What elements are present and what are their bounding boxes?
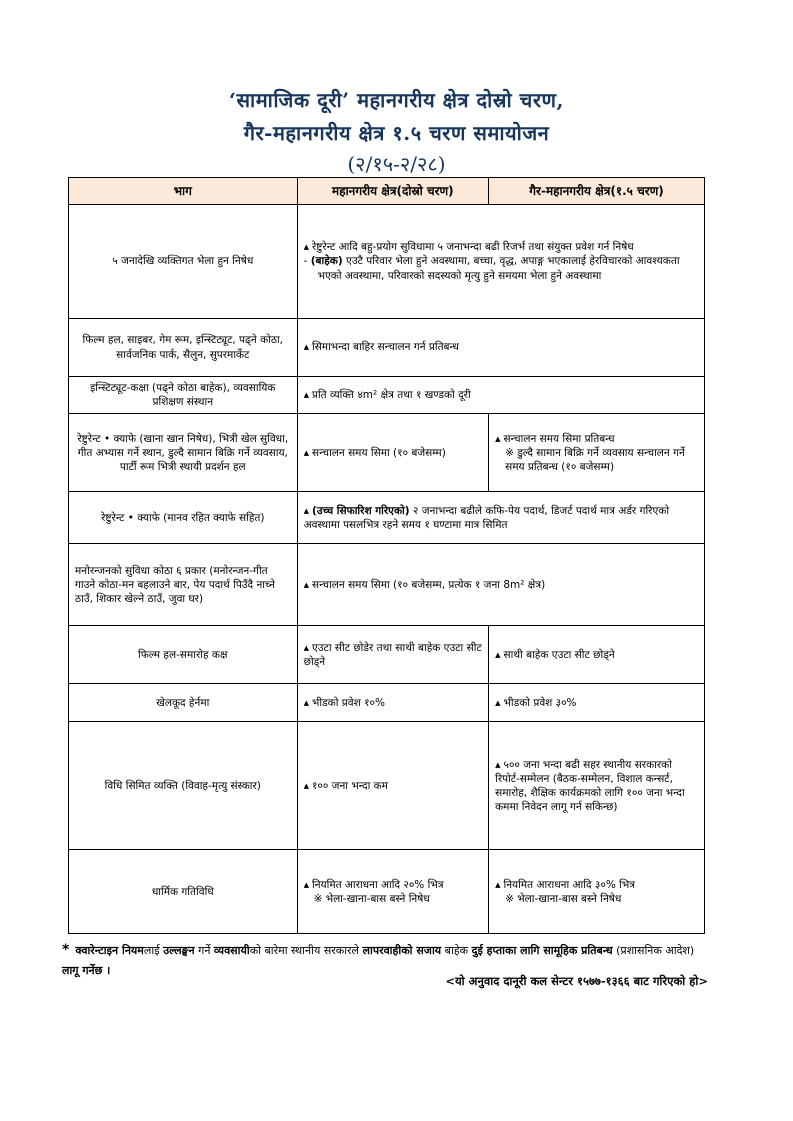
row-metro-cell [297,626,489,684]
row-part: फिल्म हल-समारोह कक्ष [69,626,298,684]
row-merged-cell [297,544,704,626]
table-row [69,850,705,934]
rule-text: ▲ प्रति व्यक्ति ४m² क्षेत्र तथा १ खण्डको दूरी [304,388,698,402]
fn-enforce: लागू गर्नेछ । [62,963,111,977]
nonmetro-note: ※ भेला-खाना-बास बस्ने निषेध [505,892,622,905]
title-date-range: (२/१५-२/२८) [347,152,446,176]
footnote-star: * [62,942,70,958]
row-part: धार्मिक गतिविधि [69,850,298,934]
table-row [69,377,705,414]
recommend-text: २ जनाभन्दा बढीले कफि-पेय पदार्थ, डिजर्ट पदार्थ मात्र अर्डर गरिएको अवस्थामा पसलभित्र रहने समय १ घण्टामा मात्र सिमित [303,504,670,531]
fn-text: लाई [143,944,164,957]
table-row [69,544,705,626]
table-row [69,722,705,850]
translation-credit: <यो अनुवाद दानूरी कल सेन्टर १५७७-१३६६ बाट गरिएको हो> [445,974,708,988]
row-part: रेष्टुरेन्ट • क्याफे (खाना खान निषेध), भित्री खेल सुविधा, गीत अभ्यास गर्ने स्थान, डुल्दै सामान बिक्रि गर्ने व्यवसाय, पार्टी रूम भित्री स्थायी प्रदर्शन हल [69,414,298,492]
rule-text: ▲ सन्चालन समय सिमा (१० बजेसम्म, प्रत्येक १ जना 8m² क्षेत्र) [304,578,698,592]
fn-text: बाहेक [441,944,472,957]
fn-text: (प्रशासनिक आदेश) [612,944,695,957]
table-header-row [69,178,705,205]
fn-penalty: लापरवाहीको सजाय [362,944,442,957]
row-part: ५ जनादेखि व्यक्तिगत भेला हुन निषेध [69,205,298,319]
nonmetro-rule: ▲ नियमित आराधना आदि ३०% भित्र [495,878,698,892]
rule-text: ▲ सिमाभन्दा बाहिर सन्चालन गर्न प्रतिबन्ध [304,340,698,354]
row-metro-cell [297,684,489,722]
row-part: खेलकूद हेर्नमा [69,684,298,722]
row-merged-cell [297,492,704,544]
header-metro: महानगरीय क्षेत्र(दोस्रो चरण) [297,178,489,205]
metro-rule: ▲ भीडको प्रवेश १०% [304,696,483,710]
row-part: इन्स्टिट्यूट-कक्षा (पढ्ने कोठा बाहेक), व्यवसायिक प्रशिक्षण संस्थान [69,377,298,414]
rules-table [68,177,705,934]
row-metro-cell [297,722,489,850]
metro-rule: ▲ नियमित आराधना आदि २०% भित्र [304,878,483,892]
rule-text: ▲ रेष्टुरेन्ट आदि बहु-प्रयोग सुविधामा ५ जनाभन्दा बढी रिजर्भ तथा संयुक्त प्रवेश गर्न निषेध [304,240,698,254]
nonmetro-note: ※ डुल्दै सामान बिक्रि गर्ने व्यवसाय सन्चालन गर्ने समय प्रतिबन्ध (१० बजेसम्म) [505,446,685,473]
table-row [69,205,705,319]
rule-exception: - (बाहेक) एउटै परिवार भेला हुने अवस्थामा, बच्चा, वृद्ध, अपाङ्ग भएकालाई हेरविचारको आवश्यकता भएको अवस्थामा, परिवारको सदस्यको मृत्यु हुने समयमा भेला हुने अवस्थामा [303,255,680,282]
header-nonmetro: गैर-महानगरीय क्षेत्र(१.५ चरण) [489,178,705,205]
row-nonmetro-cell [489,626,705,684]
nonmetro-rule: ▲ सन्चालन समय सिमा प्रतिबन्ध [495,432,698,446]
rule-text [304,504,698,532]
row-merged-cell [297,319,704,377]
row-nonmetro-cell [489,414,705,492]
fn-business: व्यवसायी [213,944,250,957]
metro-rule: ▲ १०० जना भन्दा कम [304,779,483,793]
fn-violation: उल्लङ्घन [163,944,195,957]
row-nonmetro-cell [489,850,705,934]
table-row [69,626,705,684]
exception-text: एउटै परिवार भेला हुने अवस्थामा, बच्चा, वृद्ध, अपाङ्ग भएकालाई हेरविचारको आवश्यकता भएको अवस्थामा, परिवारको सदस्यको मृत्यु हुने समयमा भेला हुने अवस्थामा [317,255,680,282]
row-merged-cell [297,205,704,319]
header-part: भाग [69,178,298,205]
table-row [69,414,705,492]
recommend-label: (उच्च सिफारिश गरिएको) [311,504,410,517]
row-nonmetro-cell [489,722,705,850]
row-part: विधि सिमित व्यक्ति (विवाह-मृत्यु संस्कार) [69,722,298,850]
title-line-2: गैर-महानगरीय क्षेत्र १.५ चरण समायोजन [243,121,550,145]
table-row [69,492,705,544]
nonmetro-rule: ▲ ५०० जना भन्दा बढी सहर स्थानीय सरकारको रिपोर्ट-सम्मेलन (बैठक-सम्मेलन, विशाल कन्सर्ट, समारोह, शैक्षिक कार्यक्रमको लागि १०० जना भन्दा कममा निवेदन लागू गर्न सकिन्छ) [495,758,698,815]
nonmetro-rule: ▲ भीडको प्रवेश ३०% [495,696,698,710]
nonmetro-rule: ▲ साथी बाहेक एउटा सीट छोड्ने [495,648,698,662]
exception-label: (बाहेक) [310,255,343,268]
title-line-1: ‘सामाजिक दूरी’ महानगरीय क्षेत्र दोस्रो चरण, [229,88,564,112]
row-merged-cell [297,377,704,414]
fn-text: को बारेमा स्थानीय सरकारले [249,944,363,957]
metro-rule: ▲ एउटा सीट छोडेर तथा साथी बाहेक एउटा सीट छोड्ने [304,641,483,669]
row-part: फिल्म हल, साइबर, गेम रूम, इन्स्टिट्यूट, पढ्ने कोठा, सार्वजनिक पार्क, सैलुन, सुपरमार्केट [69,319,298,377]
row-metro-cell [297,414,489,492]
row-part: मनोरन्जनको सुविधा कोठा ६ प्रकार (मनोरन्जन-गीत गाउने कोठा-मन बहलाउने बार, पेय पदार्थ पिउँदै नाच्ने ठाउँ, शिकार खेल्ने ठाउँ, जुवा घर) [69,544,298,626]
table-row [69,319,705,377]
fn-quarantine: क्वारेन्टाइन नियम [75,944,144,957]
row-nonmetro-cell [489,684,705,722]
fn-text: गर्ने [194,944,214,957]
metro-note: ※ भेला-खाना-बास बस्ने निषेध [313,892,430,905]
row-part: रेष्टुरेन्ट • क्याफे (मानव रहित क्याफे सहित) [69,492,298,544]
table-row [69,684,705,722]
row-metro-cell [297,850,489,934]
fn-ban: दुई हप्ताका लागि सामूहिक प्रतिबन्ध [471,944,613,957]
footnote [62,940,702,979]
metro-rule: ▲ सन्चालन समय सिमा (१० बजेसम्म) [304,446,483,460]
